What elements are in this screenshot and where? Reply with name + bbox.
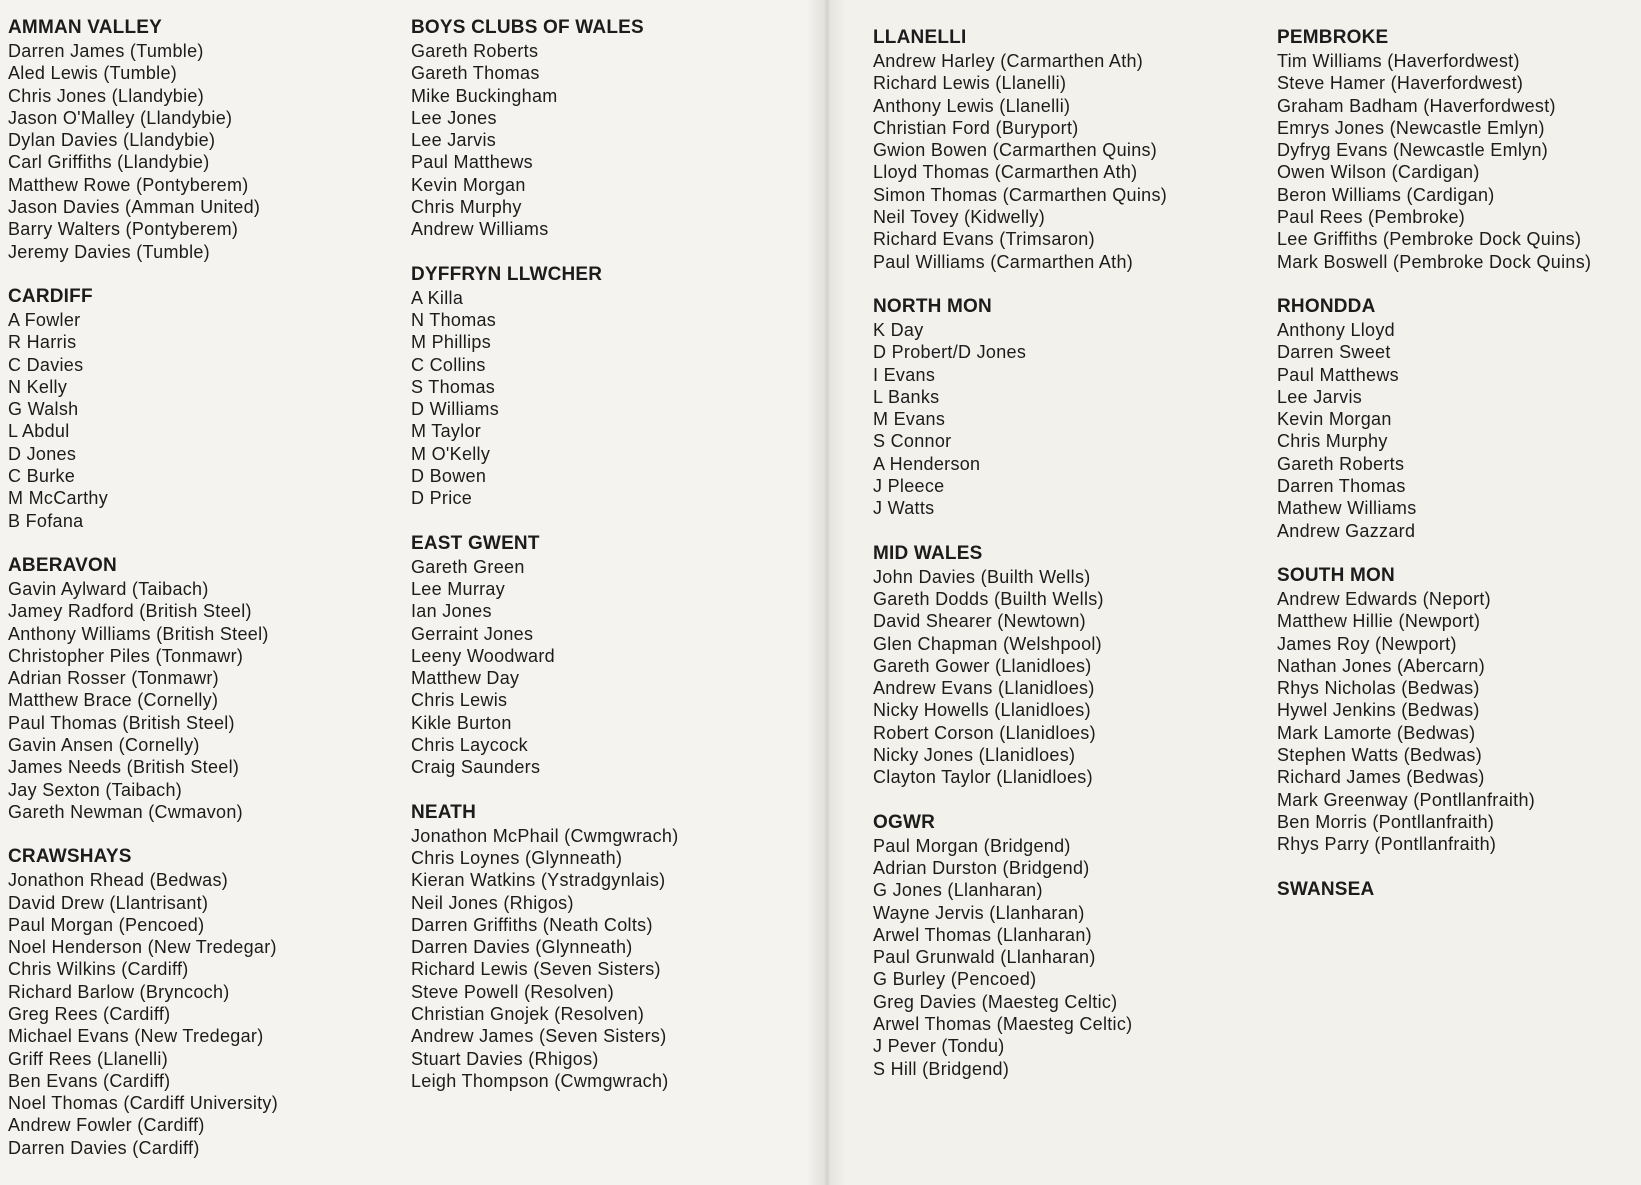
player-name: Paul Grunwald (Llanharan) [873,947,1096,968]
player-name: M Evans [873,409,946,430]
player-name: Hywel Jenkins (Bedwas) [1277,700,1480,721]
team-block [1277,26,1591,273]
player-name: Chris Murphy [411,197,522,218]
player-name: Chris Wilkins (Cardiff) [8,959,189,980]
player-name: D Bowen [411,466,487,487]
player-name: Gavin Ansen (Cornelly) [8,735,200,756]
player-name: Rhys Nicholas (Bedwas) [1277,678,1480,699]
player-name: J Watts [873,498,935,519]
team-heading: ABERAVON [8,554,117,576]
player-name: Richard James (Bedwas) [1277,767,1485,788]
player-name: Aled Lewis (Tumble) [8,63,178,84]
player-name: Rhys Parry (Pontllanfraith) [1277,834,1497,855]
player-name: L Abdul [8,421,70,442]
team-heading: EAST GWENT [411,532,540,554]
player-name: G Burley (Pencoed) [873,969,1037,990]
player-name: Andrew Williams [411,219,549,240]
player-name: Andrew Edwards (Neport) [1277,588,1491,609]
squad-column-3 [873,26,1167,1102]
player-name: Noel Henderson (New Tredegar) [8,937,277,958]
team-block [411,263,679,510]
player-name: David Drew (Llantrisant) [8,892,209,913]
team-heading: OGWR [873,811,936,833]
squad-column-1 [8,16,278,1181]
player-name: J Pever (Tondu) [873,1036,1005,1057]
player-name: Greg Davies (Maesteg Celtic) [873,991,1118,1012]
team-heading: AMMAN VALLEY [8,17,163,38]
player-name: Beron Williams (Cardigan) [1277,184,1495,205]
team-heading: RHONDDA [1277,295,1376,317]
player-name: Chris Lewis [411,690,508,711]
player-name: Leeny Woodward [411,645,555,666]
player-name: Richard Lewis (Llanelli) [873,73,1067,94]
player-name: Paul Matthews [1277,364,1399,385]
player-name: Matthew Hillie (Newport) [1277,611,1481,632]
player-list [8,40,278,263]
player-name: James Needs (British Steel) [8,757,240,778]
player-name: Emrys Jones (Newcastle Emlyn) [1277,117,1545,138]
player-name: Gareth Thomas [411,63,540,84]
player-name: Wayne Jervis (Llanharan) [873,902,1085,923]
player-list [873,50,1167,273]
player-list [8,309,278,532]
player-name: Leigh Thompson (Cwmgwrach) [411,1070,669,1091]
team-block [411,16,679,241]
player-name: Dyfryg Evans (Newcastle Emlyn) [1277,140,1549,161]
team-heading: NEATH [411,801,477,823]
player-name: M McCarthy [8,488,109,509]
player-name: Jay Sexton (Taibach) [8,779,183,800]
player-name: Neil Tovey (Kidwelly) [873,207,1046,228]
player-name: Christian Gnojek (Resolven) [411,1003,645,1024]
player-name: Matthew Day [411,668,520,689]
player-name: Gwion Bowen (Carmarthen Quins) [873,140,1158,161]
player-name: Kevin Morgan [1277,409,1392,430]
player-name: M O'Kelly [411,443,491,464]
player-name: Richard Barlow (Bryncoch) [8,981,230,1002]
team-block [873,811,1167,1080]
player-list [1277,50,1591,273]
player-name: Stuart Davies (Rhigos) [411,1048,599,1069]
team-heading: MID WALES [873,542,983,564]
player-name: Carl Griffiths (Llandybie) [8,152,210,173]
player-name: C Davies [8,354,84,375]
player-name: Barry Walters (Pontyberem) [8,219,239,240]
player-name: James Roy (Newport) [1277,633,1457,654]
player-list [411,287,679,510]
player-name: S Thomas [411,376,496,397]
player-name: Paul Morgan (Bridgend) [873,835,1071,856]
player-name: K Day [873,319,924,340]
player-name: N Kelly [8,376,68,397]
player-name: A Killa [411,287,464,308]
player-name: Gareth Dodds (Builth Wells) [873,588,1104,609]
player-name: M Taylor [411,421,482,442]
team-block [1277,564,1591,856]
player-name: Anthony Lewis (Llanelli) [873,95,1071,116]
team-block [8,845,278,1159]
player-name: Matthew Brace (Cornelly) [8,690,219,711]
player-name: A Henderson [873,453,981,474]
player-list [411,825,679,1093]
player-name: Simon Thomas (Carmarthen Quins) [873,184,1168,205]
player-name: Paul Morgan (Pencoed) [8,914,205,935]
player-name: Steve Powell (Resolven) [411,981,614,1002]
player-name: Gareth Newman (Cwmavon) [8,801,243,822]
player-list [873,835,1167,1080]
player-name: Steve Hamer (Haverfordwest) [1277,73,1524,94]
player-name: Nicky Jones (Llanidloes) [873,745,1076,766]
player-name: Chris Laycock [411,735,528,756]
player-name: Darren Thomas [1277,476,1406,497]
player-name: Nathan Jones (Abercarn) [1277,655,1486,676]
player-list [411,40,679,241]
player-name: L Banks [873,386,940,407]
team-heading: LLANELLI [873,27,967,48]
player-name: Darren James (Tumble) [8,41,204,61]
player-name: Richard Lewis (Seven Sisters) [411,959,661,980]
player-name: I Evans [873,364,936,385]
player-name: Mark Greenway (Pontllanfraith) [1277,789,1536,810]
player-name: Lee Jones [411,107,497,128]
team-heading: CARDIFF [8,285,93,307]
player-name: Gerraint Jones [411,623,534,644]
player-name: Kieran Watkins (Ystradgynlais) [411,870,666,891]
player-name: S Connor [873,431,952,452]
player-name: A Fowler [8,309,81,330]
player-name: Andrew Gazzard [1277,520,1416,541]
player-name: Mike Buckingham [411,85,558,106]
player-name: John Davies (Builth Wells) [873,566,1091,587]
player-name: Paul Thomas (British Steel) [8,712,235,733]
squad-column-4 [1277,26,1591,924]
team-heading: BOYS CLUBS OF WALES [411,17,644,38]
player-name: Craig Saunders [411,757,541,778]
player-name: M Phillips [411,332,492,353]
team-block [8,16,278,263]
player-name: Andrew Fowler (Cardiff) [8,1115,205,1136]
player-name: Neil Jones (Rhigos) [411,892,574,913]
player-name: Jason O'Malley (Llandybie) [8,107,233,128]
team-heading: CRAWSHAYS [8,846,132,868]
player-name: Matthew Rowe (Pontyberem) [8,174,249,195]
player-name: S Hill (Bridgend) [873,1058,1010,1079]
player-name: Paul Williams (Carmarthen Ath) [873,251,1134,272]
player-name: R Harris [8,332,77,353]
player-list [873,319,1167,520]
player-name: Graham Badham (Haverfordwest) [1277,95,1556,116]
team-heading: NORTH MON [873,295,992,317]
team-heading: PEMBROKE [1277,27,1389,48]
player-name: Andrew Harley (Carmarthen Ath) [873,51,1144,71]
player-name: Chris Loynes (Glynneath) [411,847,623,868]
player-name: Robert Corson (Llanidloes) [873,722,1096,743]
player-name: Ben Morris (Pontllanfraith) [1277,811,1495,832]
team-block [411,532,679,779]
player-name: B Fofana [8,510,84,531]
player-name: D Williams [411,399,499,420]
player-name: J Pleece [873,476,945,497]
player-name: Glen Chapman (Welshpool) [873,633,1102,654]
page-gutter [806,0,846,1185]
team-heading: SWANSEA [1277,878,1375,900]
team-block [873,295,1167,520]
player-name: D Jones [8,443,77,464]
player-name: Gareth Roberts [411,41,539,61]
player-name: Jason Davies (Amman United) [8,197,261,218]
player-name: C Collins [411,354,486,375]
player-name: Anthony Williams (British Steel) [8,623,269,644]
player-name: Darren Davies (Glynneath) [411,937,633,958]
player-name: G Jones (Llanharan) [873,880,1043,901]
player-name: D Probert/D Jones [873,342,1027,363]
player-name: Ian Jones [411,601,492,622]
player-name: Kikle Burton [411,712,512,733]
player-name: Owen Wilson (Cardigan) [1277,162,1480,183]
player-name: Darren Sweet [1277,342,1391,363]
player-name: Jamey Radford (British Steel) [8,601,252,622]
player-name: Darren Griffiths (Neath Colts) [411,914,653,935]
player-name: Michael Evans (New Tredegar) [8,1026,264,1047]
player-name: Lee Jarvis [411,130,497,151]
player-name: Stephen Watts (Bedwas) [1277,745,1483,766]
player-name: Kevin Morgan [411,174,526,195]
player-name: Christopher Piles (Tonmawr) [8,645,244,666]
player-name: Jonathon Rhead (Bedwas) [8,870,229,891]
team-block [411,801,679,1093]
player-name: Lee Jarvis [1277,386,1363,407]
team-block [8,285,278,532]
team-heading: SOUTH MON [1277,564,1395,586]
player-list [1277,319,1591,542]
player-name: Christian Ford (Buryport) [873,117,1079,138]
team-block [873,26,1167,273]
player-name: Clayton Taylor (Llanidloes) [873,767,1093,788]
player-name: Tim Williams (Haverfordwest) [1277,51,1520,71]
player-name: Griff Rees (Llanelli) [8,1048,169,1069]
player-list [411,556,679,779]
player-name: Gareth Green [411,556,525,577]
player-name: Richard Evans (Trimsaron) [873,229,1095,250]
player-list [8,578,278,823]
team-block [8,554,278,823]
player-name: Paul Rees (Pembroke) [1277,207,1466,228]
player-name: Anthony Lloyd [1277,319,1395,340]
player-name: Andrew Evans (Llanidloes) [873,678,1095,699]
player-name: Lee Griffiths (Pembroke Dock Quins) [1277,229,1582,250]
player-name: Gareth Roberts [1277,453,1405,474]
team-block [1277,295,1591,542]
player-name: Nicky Howells (Llanidloes) [873,700,1091,721]
player-name: Noel Thomas (Cardiff University) [8,1093,279,1114]
player-name: Chris Jones (Llandybie) [8,85,204,106]
player-name: D Price [411,488,473,509]
player-name: Chris Murphy [1277,431,1388,452]
team-block [1277,878,1591,902]
player-name: Gareth Gower (Llanidloes) [873,655,1092,676]
player-name: Gavin Aylward (Taibach) [8,578,209,599]
player-name: Darren Davies (Cardiff) [8,1137,200,1158]
player-name: Adrian Durston (Bridgend) [873,857,1090,878]
player-name: Mathew Williams [1277,498,1417,519]
player-name: Jonathon McPhail (Cwmgwrach) [411,825,679,846]
team-heading: DYFFRYN LLWCHER [411,263,603,285]
player-name: G Walsh [8,399,79,420]
player-name: Adrian Rosser (Tonmawr) [8,668,219,689]
squad-column-2 [411,16,679,1114]
player-list [1277,588,1591,856]
player-name: Ben Evans (Cardiff) [8,1070,171,1091]
player-name: Arwel Thomas (Maesteg Celtic) [873,1013,1133,1034]
player-name: Jeremy Davies (Tumble) [8,241,210,262]
team-block [873,542,1167,789]
player-name: Greg Rees (Cardiff) [8,1003,171,1024]
player-list [8,869,278,1159]
player-name: C Burke [8,466,76,487]
player-name: Dylan Davies (Llandybie) [8,130,216,151]
player-name: Mark Lamorte (Bedwas) [1277,722,1476,743]
player-name: Mark Boswell (Pembroke Dock Quins) [1277,251,1592,272]
player-name: Andrew James (Seven Sisters) [411,1026,667,1047]
player-name: Lloyd Thomas (Carmarthen Ath) [873,162,1138,183]
player-list [873,566,1167,789]
player-name: Lee Murray [411,578,506,599]
player-name: Paul Matthews [411,152,533,173]
player-name: David Shearer (Newtown) [873,611,1086,632]
player-name: Arwel Thomas (Llanharan) [873,924,1092,945]
player-name: N Thomas [411,309,497,330]
